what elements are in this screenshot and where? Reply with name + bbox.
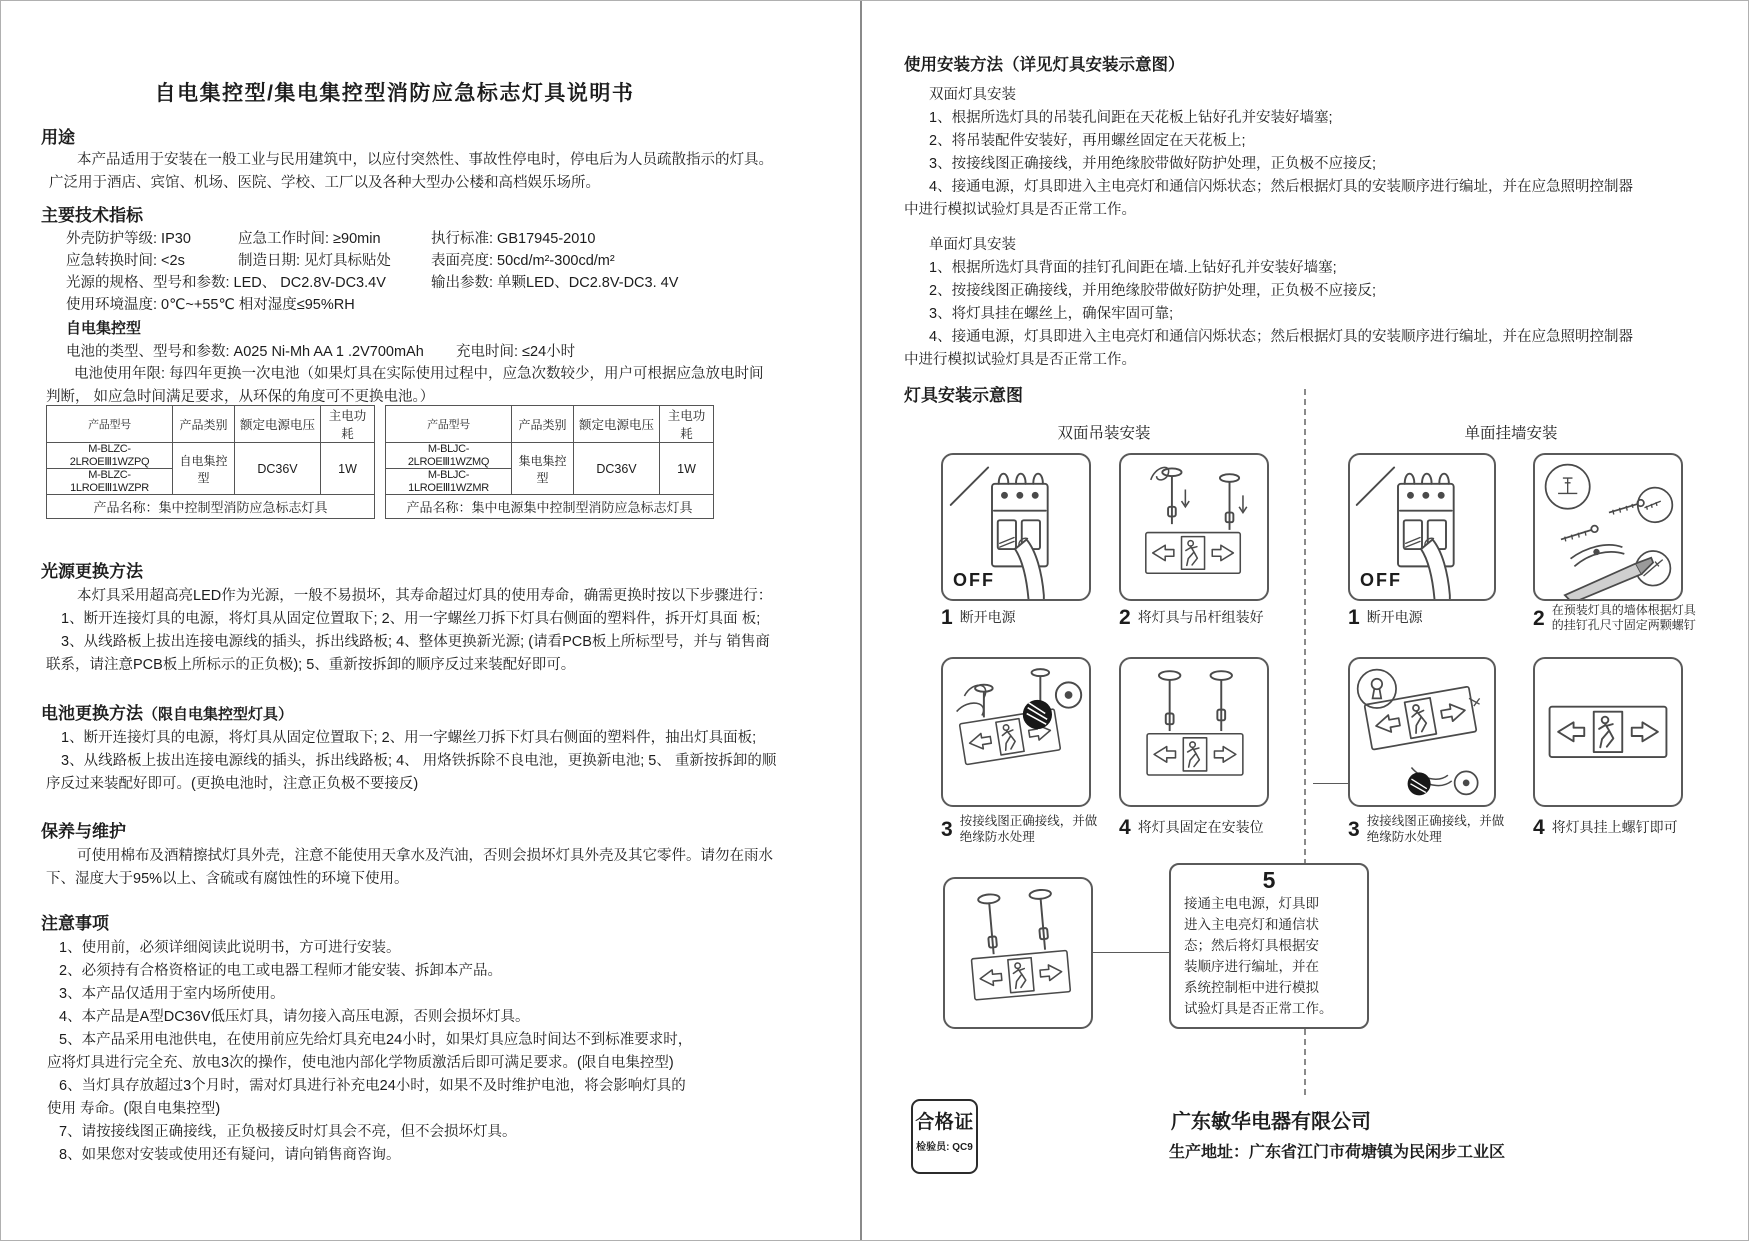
col-header: 主电功耗 <box>321 406 375 443</box>
lamp-installed-icon <box>945 879 1091 1027</box>
notice-line: 8、如果您对安装或使用还有疑问，请向销售商咨询。 <box>59 1147 401 1163</box>
table-header-row <box>386 406 714 443</box>
step-caption-line: 试验灯具是否正常工作。 <box>1184 1001 1333 1016</box>
page-title: 自电集控型/集电集控型消防应急标志灯具说明书 <box>154 82 635 105</box>
product-table-central-powered <box>385 405 714 519</box>
install-step-line: 4、接通电源，灯具即进入主电亮灯和通信闪烁状态；然后根据灯具的安装顺序进行编址，并在应急照明控制器 <box>929 179 1634 195</box>
col-header: 产品型号 <box>386 406 512 443</box>
table-name-row <box>47 495 375 519</box>
step-caption <box>1348 813 1504 845</box>
panel-single-step4 <box>1533 657 1683 807</box>
step-caption-line: 装顺序进行编址，并在 <box>1184 959 1319 974</box>
wall-lamp-wiring-icon <box>1350 659 1494 805</box>
install-step-line: 2、按接线图正确接线，并用绝缘胶带做好防护处理，正负极不应接反; <box>929 283 1377 299</box>
col-header: 产品类别 <box>173 406 235 443</box>
notices-heading: 注意事项 <box>41 914 109 933</box>
install-step-line: 1、根据所选灯具的吊装孔间距在天花板上钻好孔并安装好墙塞; <box>929 110 1333 126</box>
battery-heading: 自电集控型 <box>66 320 142 337</box>
company-name: 广东敏华电器有限公司 <box>1171 1111 1371 1133</box>
step-caption-line: 的挂钉孔尺寸固定两颗螺钉 <box>1551 618 1696 632</box>
step-number: 2 <box>1119 606 1131 629</box>
battery-replace-line: 3、从线路板上拔出连接电源线的插头，拆出线路板; 4、 用烙铁拆除不良电池，更换新电池; 5、 重新按拆卸的顺 <box>61 753 777 769</box>
battery-replace-heading <box>41 699 293 724</box>
notice-line: 2、必须持有合格资格证的电工或电器工程师才能安装、拆卸本产品。 <box>59 963 503 979</box>
install-step-line: 1、根据所选灯具背面的挂钉孔间距在墙.上钻好孔并安装好墙塞; <box>929 260 1337 276</box>
step-caption <box>941 607 1016 628</box>
spec-item: 输出参数: 单颗LED、DC2.8V-DC3. 4V <box>431 275 679 291</box>
battery-replace-line: 序反过来装配好即可。(更换电池时，注意正负极不要接反) <box>46 776 419 792</box>
install-heading: 使用安装方法（详见灯具安装示意图） <box>904 56 1185 74</box>
light-replace-line: 本灯具采用超高亮LED作为光源，一般不易损坏，其寿命超过灯具的使用寿命，确需更换时按以下步骤进行： <box>77 588 773 604</box>
battery-life-line: 判断， 如应急时间满足要求，从环保的角度可不更换电池。） <box>46 389 435 405</box>
panel-double-step2 <box>1119 453 1269 601</box>
step-caption <box>1119 817 1264 838</box>
lamp-rod-assembly-icon <box>1121 455 1267 599</box>
battery-replace-heading-text: 电池更换方法 <box>41 704 143 723</box>
step5-connector-line <box>1093 952 1169 953</box>
step-caption <box>941 813 1097 845</box>
notice-line: 3、本产品仅适用于室内场所使用。 <box>59 986 285 1002</box>
spec-item: 光源的规格、型号和参数: LED、 DC2.8V-DC3.4V <box>66 275 386 291</box>
table-name-row <box>386 495 714 519</box>
light-replace-line: 3、从线路板上拔出连接电源线的插头，拆出线路板; 4、整体更换新光源; (请看PCB板上所标型号，并与 销售商 <box>61 634 770 650</box>
diagram-heading: 灯具安装示意图 <box>904 386 1023 405</box>
panel-single-step3 <box>1348 657 1496 807</box>
page-left <box>1 1 861 1241</box>
specs-heading: 主要技术指标 <box>41 206 143 225</box>
step-caption-line: 态；然后将灯具根据安 <box>1184 938 1319 953</box>
factory-address: 生产地址：广东省江门市荷塘镇为民闲步工业区 <box>1169 1144 1506 1161</box>
notice-line: 1、使用前，必须详细阅读此说明书，方可进行安装。 <box>59 940 401 956</box>
install-step-line: 3、将灯具挂在螺丝上，确保牢固可靠; <box>929 306 1174 322</box>
step-caption-line: 按接线图正确接线，并做 <box>1366 814 1505 828</box>
step-number: 5 <box>1262 867 1276 893</box>
step-caption-line: 绝缘防水处理 <box>959 830 1035 844</box>
step-caption-line: 断开电源 <box>959 609 1016 625</box>
panel-double-step3 <box>941 657 1091 807</box>
spec-item: 应急工作时间: ≥90min <box>238 231 381 247</box>
step-caption <box>1533 817 1678 838</box>
panel-single-step2 <box>1533 453 1683 601</box>
maintenance-line: 可使用棉布及酒精擦拭灯具外壳，注意不能使用天拿水及汽油，否则会损坏灯具外壳及其它零件。请勿在雨水 <box>77 848 773 864</box>
step-caption-line: 将灯具固定在安装位 <box>1137 819 1264 835</box>
usage-heading: 用途 <box>41 128 75 147</box>
step-caption-line: 在预装灯具的墙体根据灯具 <box>1551 603 1696 617</box>
product-table-self-powered <box>46 405 375 519</box>
notice-line: 7、请按接线图正确接线，正负极接反时灯具会不亮，但不会损坏灯具。 <box>59 1124 517 1140</box>
step-caption-line: 系统控制柜中进行模拟 <box>1184 980 1319 995</box>
step-caption-line: 绝缘防水处理 <box>1366 830 1442 844</box>
step-number: 1 <box>941 606 953 629</box>
col-header: 产品型号 <box>47 406 173 443</box>
category-cell: 集电集控型 <box>512 443 574 495</box>
step-number: 3 <box>1348 817 1360 841</box>
col-header: 额定电源电压 <box>235 406 321 443</box>
certificate-stamp <box>911 1099 978 1174</box>
step-caption <box>1533 603 1696 633</box>
voltage-cell: DC36V <box>574 443 660 495</box>
spec-item: 制造日期: 见灯具标贴处 <box>238 253 392 269</box>
single-column-title: 单面挂墙安装 <box>1464 425 1558 442</box>
table-header-row <box>47 406 375 443</box>
model-cell: M-BLZC-2LROEⅢ1WZPQ <box>47 443 173 469</box>
step-number: 4 <box>1119 816 1131 839</box>
model-cell: M-BLZC-1LROEⅢ1WZPR <box>47 469 173 495</box>
battery-charge-line: 充电时间: ≤24小时 <box>456 344 576 360</box>
notice-line: 5、本产品采用电池供电，在使用前应先给灯具充电24小时，如果灯具应急时间达不到标准要求时， <box>59 1032 693 1048</box>
step-number: 1 <box>1348 606 1360 629</box>
step5-note-box <box>1169 863 1369 1029</box>
spec-item: 外壳防护等级: IP30 <box>66 231 191 247</box>
voltage-cell: DC36V <box>235 443 321 495</box>
col-header: 额定电源电压 <box>574 406 660 443</box>
panel-double-step5 <box>943 877 1093 1029</box>
lamp-wiring-icon <box>943 659 1089 805</box>
battery-replace-line: 1、断开连接灯具的电源，将灯具从固定位置取下; 2、用一字螺丝刀拆下灯具右侧面的塑料件，抽出灯具面板; <box>61 730 757 746</box>
step-caption-line: 按接线图正确接线，并做 <box>959 814 1098 828</box>
power-cell: 1W <box>321 443 375 495</box>
single-install-title: 单面灯具安装 <box>929 237 1016 253</box>
double-install-title: 双面灯具安装 <box>929 87 1016 103</box>
light-replace-heading: 光源更换方法 <box>41 562 143 581</box>
battery-replace-heading-note: （限自电集控型灯具） <box>143 706 294 723</box>
notice-line: 6、当灯具存放超过3个月时，需对灯具进行补充电24小时，如果不及时维护电池，将会影响灯具的 <box>59 1078 686 1094</box>
step-number: 4 <box>1533 816 1545 839</box>
product-name-cell: 产品名称：集中控制型消防应急标志灯具 <box>47 495 375 519</box>
step-number: 2 <box>1533 606 1545 630</box>
step-caption <box>1348 607 1423 628</box>
col-header: 产品类别 <box>512 406 574 443</box>
battery-type-line: 电池的类型、型号和参数: A025 Ni-Mh AA 1 .2V700mAh <box>66 344 424 360</box>
step-caption <box>1119 607 1264 628</box>
step-caption-line: 进入主电亮灯和通信状 <box>1184 917 1319 932</box>
wall-screws-tools-icon <box>1535 455 1681 599</box>
product-name-cell: 产品名称：集中电源集中控制型消防应急标志灯具 <box>386 495 714 519</box>
certificate-title: 合格证 <box>915 1112 974 1133</box>
panel-single-step1 <box>1348 453 1496 601</box>
step3-connector-line <box>1313 783 1349 784</box>
usage-line: 广泛用于酒店、宾馆、机场、医院、学校、工厂以及各种大型办公楼和高档娱乐场所。 <box>49 175 600 191</box>
notice-line: 4、本产品是A型DC36V低压灯具，请勿接入高压电源，否则会损坏灯具。 <box>59 1009 530 1025</box>
off-label: OFF <box>953 570 995 590</box>
spec-item: 表面亮度: 50cd/m²-300cd/m² <box>431 253 615 269</box>
lamp-mounted-icon <box>1121 659 1267 805</box>
battery-life-line: 电池使用年限: 每四年更换一次电池（如果灯具在实际使用过程中，应急次数较少，用户可根据应急放电时间 <box>74 366 764 382</box>
usage-line: 本产品适用于安装在一般工业与民用建筑中，以应付突然性、事故性停电时，停电后为人员疏散指示的灯具。 <box>77 152 773 168</box>
spec-item: 执行标准: GB17945-2010 <box>431 231 596 247</box>
model-cell: M-BLJC-1LROEⅢ1WZMR <box>386 469 512 495</box>
maintenance-heading: 保养与维护 <box>41 822 126 841</box>
step-caption-line: 断开电源 <box>1366 609 1423 625</box>
certificate-inspector: 检验员: QC9 <box>916 1142 973 1153</box>
panel-double-step1 <box>941 453 1091 601</box>
power-cell: 1W <box>660 443 714 495</box>
install-step-line: 2、将吊装配件安装好，再用螺丝固定在天花板上; <box>929 133 1246 149</box>
panel-double-step4 <box>1119 657 1269 807</box>
spec-item: 应急转换时间: <2s <box>66 253 185 269</box>
install-step-line: 中进行模拟试验灯具是否正常工作。 <box>904 352 1136 368</box>
install-step-line: 3、按接线图正确接线，并用绝缘胶带做好防护处理，正负极不应接反; <box>929 156 1377 172</box>
table-row <box>47 443 375 469</box>
page-right <box>861 1 1749 1241</box>
step-caption-line: 将灯具与吊杆组装好 <box>1137 609 1264 625</box>
col-header: 主电功耗 <box>660 406 714 443</box>
maintenance-line: 下、湿度大于95%以上、含硫或有腐蚀性的环境下使用。 <box>46 871 409 887</box>
notice-line: 使用 寿命。(限自电集控型) <box>47 1101 221 1117</box>
install-step-line: 4、接通电源，灯具即进入主电亮灯和通信闪烁状态；然后根据灯具的安装顺序进行编址，并在应急照明控制器 <box>929 329 1634 345</box>
product-tables <box>46 405 714 519</box>
step-caption-line: 接通主电电源，灯具即 <box>1184 896 1319 911</box>
double-column-title: 双面吊装安装 <box>1057 425 1151 442</box>
step-caption-line: 将灯具挂上螺钉即可 <box>1551 819 1678 835</box>
notice-line: 应将灯具进行完全充、放电3次的操作，使电池内部化学物质激活后即可满足要求。(限自电集控型) <box>47 1055 674 1071</box>
step-number: 3 <box>941 817 953 841</box>
light-replace-line: 1、断开连接灯具的电源，将灯具从固定位置取下; 2、用一字螺丝刀拆下灯具右侧面的塑料件，拆开灯具面 板; <box>61 611 761 627</box>
install-step-line: 中进行模拟试验灯具是否正常工作。 <box>904 202 1136 218</box>
category-cell: 自电集控型 <box>173 443 235 495</box>
table-row <box>386 443 714 469</box>
exit-sign-front-icon <box>1535 659 1681 805</box>
spec-item: 使用环境温度: 0℃~+55℃ 相对湿度≤95%RH <box>66 297 355 313</box>
model-cell: M-BLJC-2LROEⅢ1WZMQ <box>386 443 512 469</box>
light-replace-line: 联系，请注意PCB板上所标示的正负极); 5、重新按拆卸的顺序反过来装配好即可。 <box>46 657 576 673</box>
off-label: OFF <box>1360 570 1402 590</box>
